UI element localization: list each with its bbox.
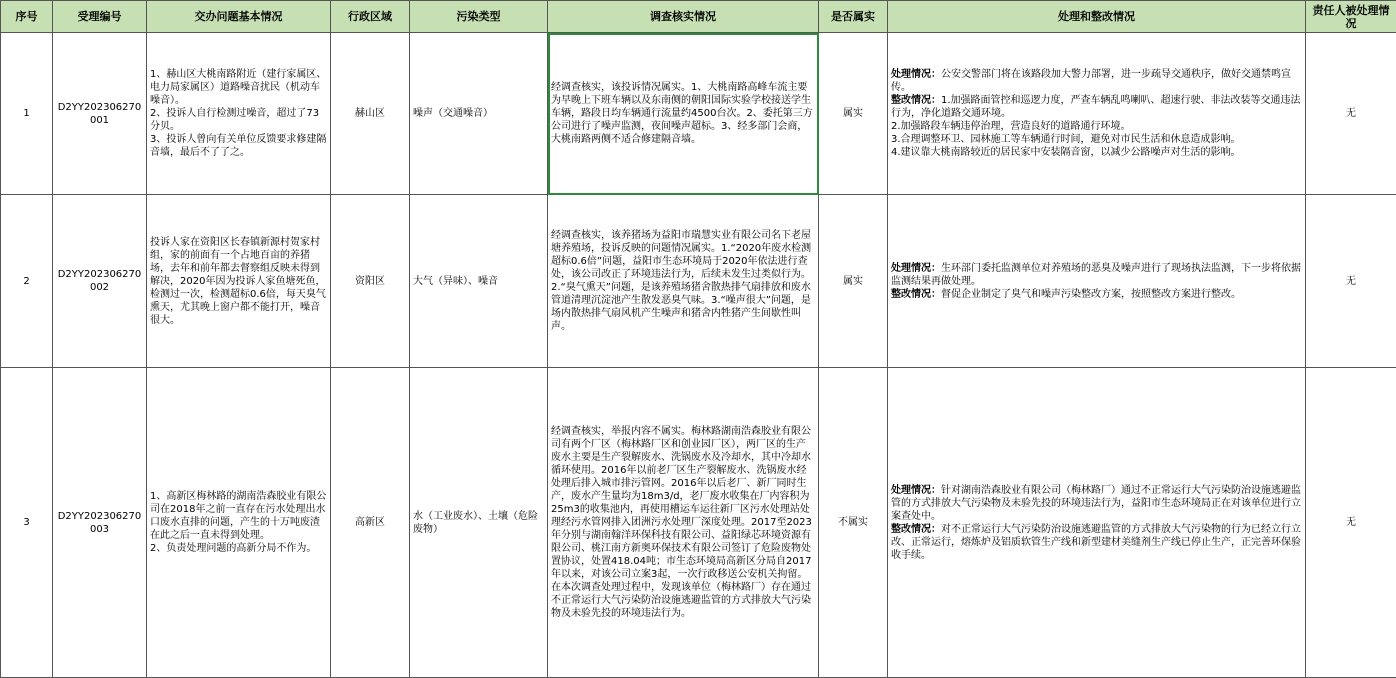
cell-seq[interactable]: 2 bbox=[1, 195, 53, 368]
header-region[interactable]: 行政区域 bbox=[331, 1, 410, 33]
rectification-line bbox=[891, 288, 1302, 301]
header-pollution[interactable]: 污染类型 bbox=[410, 1, 548, 33]
cell-handling[interactable] bbox=[888, 33, 1306, 195]
header-accountability[interactable]: 责任人被处理情况 bbox=[1306, 1, 1396, 33]
handling-line bbox=[891, 68, 1302, 94]
cell-case-no[interactable]: D2YY202306270001 bbox=[53, 33, 147, 195]
rectification-text: 督促企业制定了臭气和噪声污染整改方案，按照整改方案进行整改。 bbox=[941, 288, 1241, 300]
cell-region[interactable]: 赫山区 bbox=[331, 33, 410, 195]
cell-investigation-selected[interactable]: 经调查核实，该投诉情况属实。1、大桃南路高峰车流主要为早晚上下班车辆以及东南侧的朝阳国际实验学校接送学生车辆，路段日均车辆通行流量约4500台次。2、委托第三方公司进行了噪声监测，夜间噪声超标。3、经多部门会商，大桃南路两侧不适合修建隔音墙。 bbox=[548, 33, 819, 195]
cell-accountability[interactable]: 无 bbox=[1306, 368, 1396, 678]
basic-line: 2、负责处理问题的高新分局不作为。 bbox=[150, 543, 317, 554]
cell-accountability[interactable]: 无 bbox=[1306, 195, 1396, 368]
cell-investigation[interactable]: 经调查核实，该养猪场为益阳市瑞慧实业有限公司名下老屋塘养殖场，投诉反映的问题情况属实。1.“2020年废水检测超标0.6倍”问题，益阳市生态环境局于2020年依法进行查处，该公司改正了环境违法行为，后续未发生过类似行为。2.“臭气熏天”问题，是该养殖场猪舍散热排气扇排放和废水管道清理沉淀池产生散发恶臭气味。3.“噪声很大”问题，是场内散热排气扇风机产生噪声和猪舍内牲猪产生间歇性叫声。 bbox=[548, 195, 819, 368]
cell-seq[interactable]: 3 bbox=[1, 368, 53, 678]
table-row bbox=[1, 33, 1396, 195]
basic-line: 2、投诉人自行检测过噪音，超过了73分贝。 bbox=[150, 108, 320, 132]
header-seq[interactable]: 序号 bbox=[1, 1, 53, 33]
rectification-line bbox=[891, 523, 1302, 562]
header-handling[interactable]: 处理和整改情况 bbox=[888, 1, 1306, 33]
cell-basic[interactable] bbox=[147, 195, 331, 368]
rectification-text: 1.加强路面管控和巡逻力度，严查车辆乱鸣喇叭、超速行驶、非法改装等交通违法行为，净化道路交通环境。 bbox=[891, 95, 1301, 119]
handling-label: 处理情况： bbox=[891, 484, 941, 496]
cell-handling[interactable] bbox=[888, 195, 1306, 368]
basic-line: 3、投诉人曾向有关单位反馈要求修建隔音墙，最后不了了之。 bbox=[150, 134, 327, 158]
header-basic[interactable]: 交办问题基本情况 bbox=[147, 1, 331, 33]
handling-text: 公安交警部门将在该路段加大警力部署，进一步疏导交通秩序，做好交通禁鸣宣传。 bbox=[891, 69, 1291, 93]
cell-handling[interactable] bbox=[888, 368, 1306, 678]
table-row bbox=[1, 195, 1396, 368]
rectification-label: 整改情况： bbox=[891, 95, 941, 106]
cell-verified[interactable]: 不属实 bbox=[819, 368, 888, 678]
header-verified[interactable]: 是否属实 bbox=[819, 1, 888, 33]
cell-pollution[interactable]: 水（工业废水）、土壤（危险废物） bbox=[410, 368, 548, 678]
cell-region[interactable]: 高新区 bbox=[331, 368, 410, 678]
rectification-item: 4.建议靠大桃南路较近的居民家中安装隔音窗，以减少公路噪声对生活的影响。 bbox=[891, 147, 1241, 158]
handling-line bbox=[891, 262, 1302, 288]
handling-label: 处理情况： bbox=[891, 262, 941, 274]
cell-verified[interactable]: 属实 bbox=[819, 33, 888, 195]
cell-basic[interactable] bbox=[147, 33, 331, 195]
header-investigation[interactable]: 调查核实情况 bbox=[548, 1, 819, 33]
header-case-no[interactable]: 受理编号 bbox=[53, 1, 147, 33]
cell-case-no[interactable]: D2YY202306270002 bbox=[53, 195, 147, 368]
rectification-line bbox=[891, 94, 1302, 120]
rectification-label: 整改情况： bbox=[891, 523, 941, 535]
cell-pollution[interactable]: 大气（异味）、噪音 bbox=[410, 195, 548, 368]
rectification-text: 对不正常运行大气污染防治设施逃避监管的方式排放大气污染物的行为已经立行立改、正常运行，熔炼炉及铝质软管生产线和新型建材美缝剂生产线已停止生产，正完善环保验收手续。 bbox=[891, 523, 1301, 561]
table-row bbox=[1, 368, 1396, 678]
header-row bbox=[1, 1, 1396, 33]
handling-text: 生环部门委托监测单位对养殖场的恶臭及噪声进行了现场执法监测，下一步将依据监测结果再做处理。 bbox=[891, 262, 1301, 287]
cell-pollution[interactable]: 噪声（交通噪音） bbox=[410, 33, 548, 195]
cell-verified[interactable]: 属实 bbox=[819, 195, 888, 368]
cell-region[interactable]: 资阳区 bbox=[331, 195, 410, 368]
cell-investigation[interactable]: 经调查核实，举报内容不属实。梅林路湖南浩森胶业有限公司有两个厂区（梅林路厂区和创业园厂区），两厂区的生产废水主要是生产裂解废水、洗锅废水及冷却水，其中冷却水循环使用。2016年以前老厂区生产裂解废水、洗锅废水经处理后排入城市排污管网。2016年以后老厂、新厂同时生产，废水产生量均为18m3/d，老厂废水收集在厂内容积为25m3的收集池内，再使用槽运车运往新厂区污水处理站处理经污水管网排入团洲污水处理厂深度处理。2017至2023年分别与湖南翰洋环保科技有限公司、益阳绿芯环境资源有限公司、桃江南方新奥环保技术有限公司签订了危险废物处置协议，处置418.04吨；市生态环境局高新区分局自2017年以来，对该公司立案3起，一次行政移送公安机关拘留。在本次调查处理过程中，发现该单位（梅林路厂）存在通过不正常运行大气污染防治设施逃避监管的方式排放大气污染物及未验先投的环境违法行为。 bbox=[548, 368, 819, 678]
handling-label: 处理情况： bbox=[891, 69, 941, 80]
cell-case-no[interactable]: D2YY202306270003 bbox=[53, 368, 147, 678]
basic-line: 投诉人家在资阳区长春镇新源村贺家村组，家的前面有一个占地百亩的养猪场，去年和前年都去督察组反映未得到解决，2020年因为投诉人家鱼塘死鱼，检测过一次，检测超标0.6倍，每天臭气熏天，尤其晚上窗户都不能打开，噪音很大。 bbox=[150, 236, 326, 326]
cell-accountability[interactable]: 无 bbox=[1306, 33, 1396, 195]
cell-seq[interactable]: 1 bbox=[1, 33, 53, 195]
cell-basic[interactable] bbox=[147, 368, 331, 678]
basic-line: 1、高新区梅林路的湖南浩森胶业有限公司在2018年之前一直存在污水处理出水口废水直排的问题，产生的十万吨废渣在此之后一直未得到处理。 bbox=[150, 491, 327, 541]
basic-line: 1、赫山区大桃南路附近（建行家属区、电力局家属区）道路噪音扰民（机动车噪音）。 bbox=[150, 69, 327, 106]
handling-line bbox=[891, 484, 1302, 523]
rectification-label: 整改情况： bbox=[891, 288, 941, 300]
rectification-item: 3.合理调整环卫、园林施工等车辆通行时间，避免对市民生活和休息造成影响。 bbox=[891, 134, 1241, 145]
rectification-item: 2.加强路段车辆违停治理，营造良好的道路通行环境。 bbox=[891, 121, 1131, 132]
handling-text: 针对湖南浩森胶业有限公司（梅林路厂）通过不正常运行大气污染防治设施逃避监管的方式排放大气污染物及未验先投的环境违法行为，益阳市生态环境局正在对该单位进行立案查处中。 bbox=[891, 484, 1301, 522]
